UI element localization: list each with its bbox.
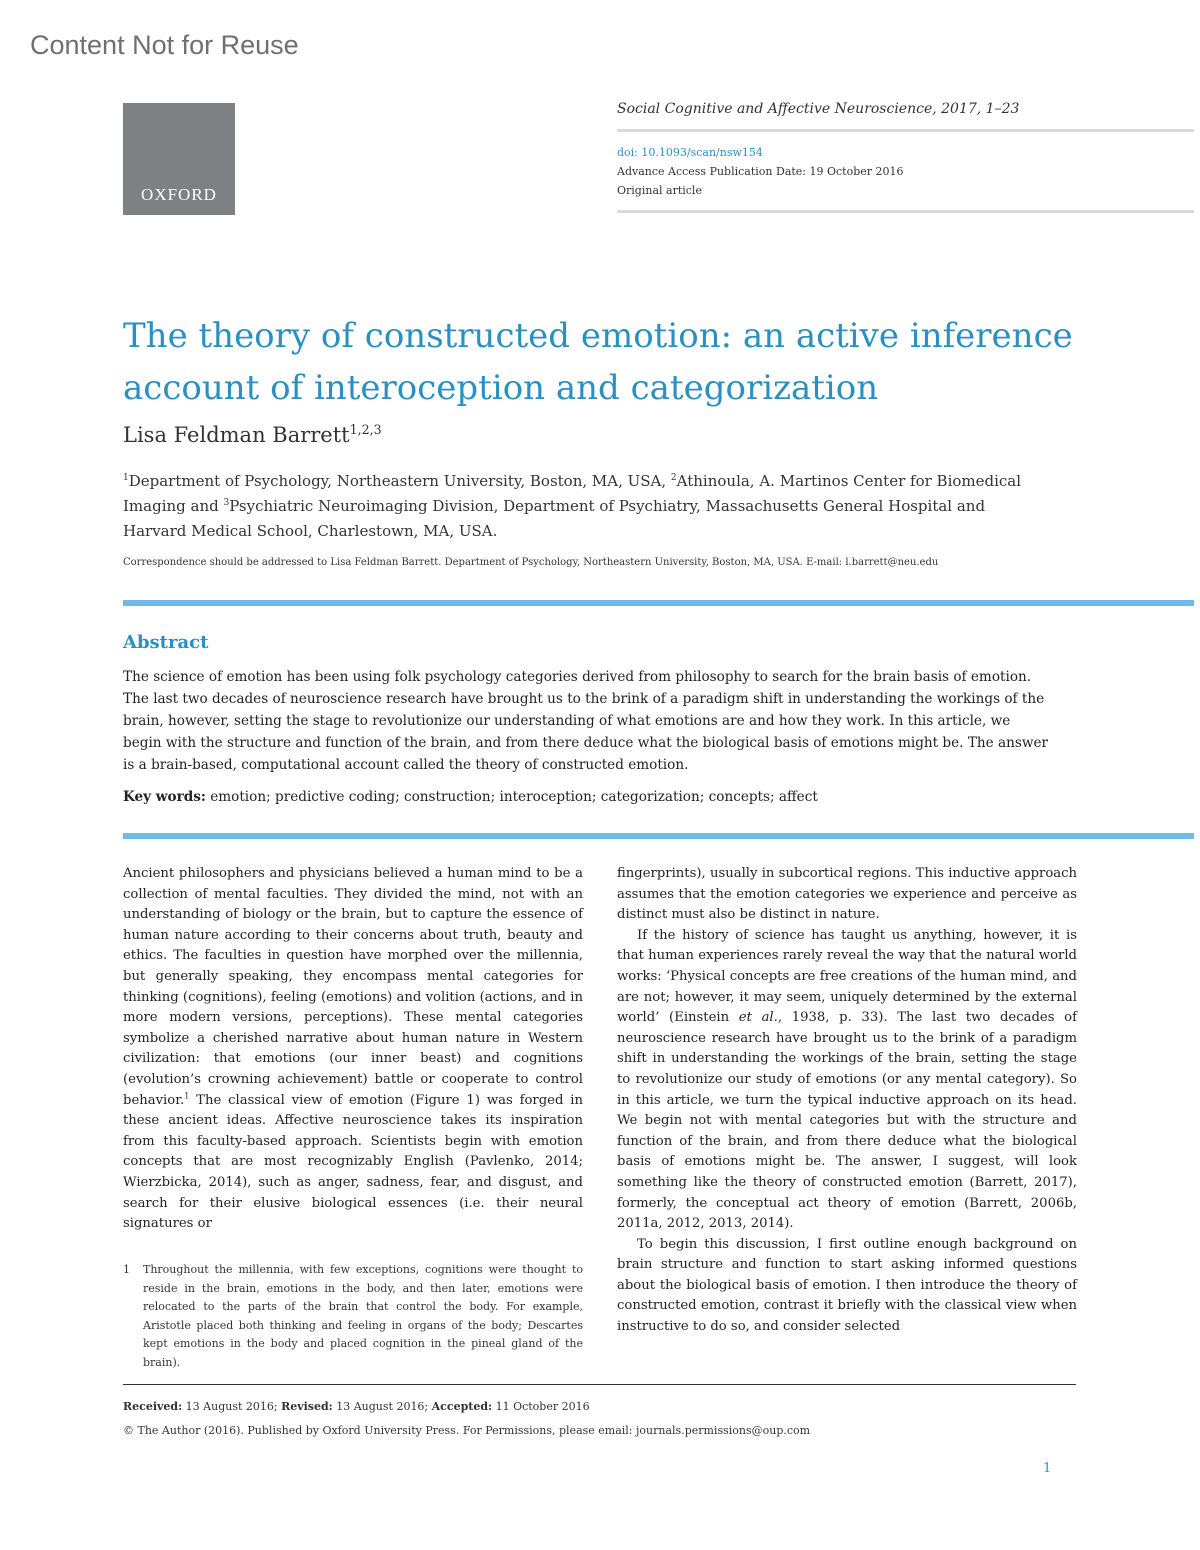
revised-date: 13 August 2016; (332, 1400, 432, 1413)
article-title: The theory of constructed emotion: an active inference account of interoception and categorization (123, 316, 1073, 408)
journal-citation: Social Cognitive and Affective Neuroscience, 2017, 1–23 (617, 101, 1020, 117)
abstract-heading: Abstract (123, 632, 209, 653)
keywords-list: emotion; predictive coding; construction; interoception; categorization; concepts; affect (205, 789, 818, 805)
abstract-rule-top (123, 600, 1194, 606)
body-text: The classical view of emotion (Figure 1) was forged in these ancient ideas. Affective neuroscience takes its inspiration from this faculty-based approach. Scientists begin with emotion concepts that are most recognizably English (Pavlenko, 2014; Wierzbicka, 2014), such as anger, sadness, fear, and disgust, and search for their elusive biological essences (i.e. their neural signatures or (123, 1092, 583, 1232)
page-number: 1 (1043, 1461, 1052, 1476)
body-text-italic: et al. (738, 1010, 778, 1026)
affiliation-2: Athinoula, A. Martinos Center for Biomedical Imaging and (123, 472, 1022, 515)
received-label: Received: (123, 1400, 183, 1413)
doi-link[interactable]: doi: 10.1093/scan/nsw154 (617, 146, 763, 159)
logo-text: OXFORD (141, 185, 217, 204)
footnote-ref[interactable]: 1 (184, 1091, 190, 1101)
footnote (123, 1261, 583, 1372)
body-paragraph (123, 864, 583, 1235)
body-paragraph (617, 926, 1077, 1235)
abstract-rule-bottom (123, 833, 1194, 839)
footer-rule (123, 1384, 1076, 1385)
affiliations (123, 469, 1053, 544)
author-name: Lisa Feldman Barrett (123, 423, 350, 447)
body-text: Ancient philosophers and physicians believed a human mind to be a collection of mental faculties. They divided the mind, not with an understanding of biology or the brain, but to capture the essence of human nature according to their concerns about truth, beauty and ethics. The faculties in question have morphed over the millennia, but generally speaking, they encompass mental categories for thinking (cognitions), feeling (emotions) and volition (actions, and in more modern versions, perceptions). These mental categories symbolize a cherished narrative about human nature in Western civilization: that emotions (our inner beast) and cognitions (evolution’s crowning achievement) battle or cooperate to control behavior. (123, 866, 583, 1108)
header-rule-bottom (617, 210, 1194, 213)
affiliation-3: Psychiatric Neuroimaging Division, Department of Psychiatry, Massachusetts General Hospital and Harvard Medical School, Charlestown, MA, USA. (123, 497, 986, 540)
watermark: Content Not for Reuse (30, 30, 299, 60)
keywords-label: Key words: (123, 789, 206, 805)
body-column-right (617, 864, 1077, 1338)
received-date: 13 August 2016; (182, 1400, 282, 1413)
oxford-logo (123, 103, 235, 215)
footnote-text: Throughout the millennia, with few exceptions, cognitions were thought to reside in the brain, emotions in the body, and then later, emotions were relocated to the parts of the brain that control the body. For example, Aristotle placed both thinking and feeling in organs of the body; Descartes kept emotions in the body and placed cognition in the pineal gland of the brain). (143, 1263, 583, 1369)
affiliation-mark-1: 1 (123, 473, 129, 483)
accepted-label: Accepted: (431, 1400, 493, 1413)
accepted-date: 11 October 2016 (492, 1400, 590, 1413)
affiliation-mark-2: 2 (670, 473, 677, 483)
body-text: , 1938, p. 33). The last two decades of neuroscience research have brought us to the brink of a paradigm shift in understanding the workings of the brain, setting the stage to revolutionize our study of emotions (or any mental category). So in this article, we turn the typical inductive approach on its head. We begin not with mental categories but with the structure and function of the brain, and from there deduce what the biological basis of emotions might be. The answer, I suggest, will look something like the theory of constructed emotion (Barrett, 2017), formerly, the conceptual act theory of emotion (Barrett, 2006b, 2011a, 2012, 2013, 2014). (617, 1010, 1077, 1232)
footnote-number: 1 (123, 1263, 130, 1276)
author-line (123, 423, 382, 447)
copyright-notice: © The Author (2016). Published by Oxford University Press. For Permissions, please email: journals.permissions@oup.com (123, 1424, 811, 1437)
correspondence: Correspondence should be addressed to Lisa Feldman Barrett. Department of Psychology, Northeastern University, Boston, MA, USA. E-mail: l.barrett@neu.edu (123, 557, 939, 568)
revised-label: Revised: (281, 1400, 333, 1413)
body-paragraph: fingerprints), usually in subcortical regions. This inductive approach assumes that the emotion categories we experience and perceive as distinct must also be distinct in nature. (617, 866, 1077, 923)
affiliation-mark-3: 3 (223, 498, 230, 508)
keywords (123, 789, 1053, 805)
article-type: Original article (617, 184, 702, 197)
advance-access-date: Advance Access Publication Date: 19 October 2016 (617, 165, 904, 178)
author-affiliation-marks: 1,2,3 (349, 422, 382, 437)
body-text: If the history of science has taught us anything, however, it is that human experiences rarely reveal the way that the natural world works: ‘Physical concepts are free creations of the human mind, and are not; however, it may seem, uniquely determined by the external world’ (Einstein (617, 927, 1077, 1026)
body-paragraph: To begin this discussion, I first outline enough background on brain structure and function to start asking informed questions about the biological basis of emotion. I then introduce the theory of constructed emotion, contrast it briefly with the classical view when instructive to do so, and consider selected (617, 1236, 1077, 1335)
header-rule-top (617, 129, 1194, 132)
abstract-text: The science of emotion has been using folk psychology categories derived from philosophy to search for the brain basis of emotion. The last two decades of neuroscience research have brought us to the brink of a paradigm shift in understanding the workings of the brain, however, setting the stage to revolutionize our understanding of what emotions are and how they work. In this article, we begin with the structure and function of the brain, and from there deduce what the biological basis of emotions might be. The answer is a brain-based, computational account called the theory of constructed emotion. (123, 669, 1049, 773)
affiliation-1: Department of Psychology, Northeastern University, Boston, MA, USA, (128, 472, 671, 490)
article-dates (123, 1400, 590, 1413)
body-column-left (123, 864, 583, 1235)
